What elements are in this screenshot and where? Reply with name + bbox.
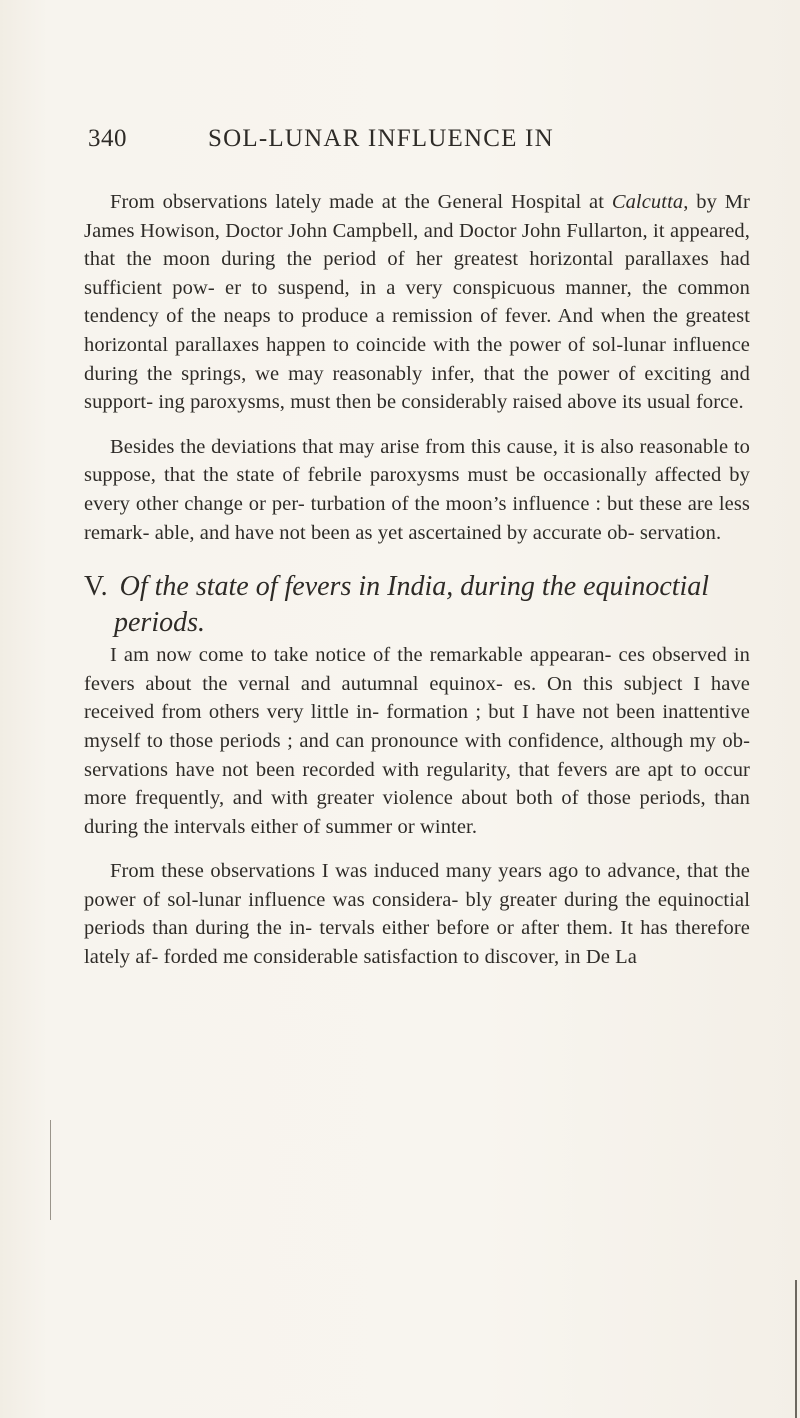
page-edge-shadow	[795, 1280, 797, 1418]
paragraph-1-text-start: From observations lately made at the General Hospital at	[110, 191, 612, 213]
paragraph-1-text-end: , by Mr James Howison, Doctor John Campbell, and Doctor John Fullarton, it appeared, that the moon during the period of her greatest horizontal parallaxes had sufficient pow- er to suspend, in a very conspicuous manner, the common tendency of the neaps to produce a remission of fever. And when the greatest horizontal parallaxes happen to coincide with the power of sol-lunar influence during the springs, we may reasonably infer, that the power of exciting and support- ing paroxysms, must then be considerably raised above its usual force.	[84, 191, 750, 414]
running-title: SOL-LUNAR INFLUENCE IN	[208, 125, 554, 152]
section-title: Of the state of fevers in India, during the equinoctial periods.	[114, 571, 710, 639]
calcutta-italic: Calcutta	[611, 191, 684, 213]
page-number: 340	[88, 125, 127, 152]
section-heading	[84, 569, 750, 641]
paragraph-hospital-observations	[84, 188, 750, 417]
section-number: V.	[84, 571, 108, 603]
running-head	[88, 125, 752, 165]
body-text	[84, 188, 750, 972]
paragraph-sol-lunar-advance: From these observations I was induced many years ago to advance, that the power of sol-lunar influence was considera- bly greater during the equinoctial periods than during the in- tervals either before or after them. It has therefore lately af- forded me considerable satisfaction to discover, in De La	[84, 860, 750, 969]
paragraph-equinox-fevers: I am now come to take notice of the remarkable appearan- ces observed in fevers about the vernal and autumnal equinox- es. On this subject I have received from others very little in- formation ; but I have not been inattentive myself to those periods ; and can pronounce with confidence, although my ob- servations have not been recorded with regularity, that fevers are apt to occur more frequently, and with greater violence about both of those periods, than during the intervals either of summer or winter.	[84, 644, 750, 838]
paragraph-deviations: Besides the deviations that may arise from this cause, it is also reasonable to suppose, that the state of febrile paroxysms must be occasionally affected by every other change or per- turbation of the moon’s influence : but these are less remark- able, and have not been as yet ascertained by accurate ob- servation.	[84, 435, 750, 544]
margin-rule	[50, 1120, 51, 1220]
